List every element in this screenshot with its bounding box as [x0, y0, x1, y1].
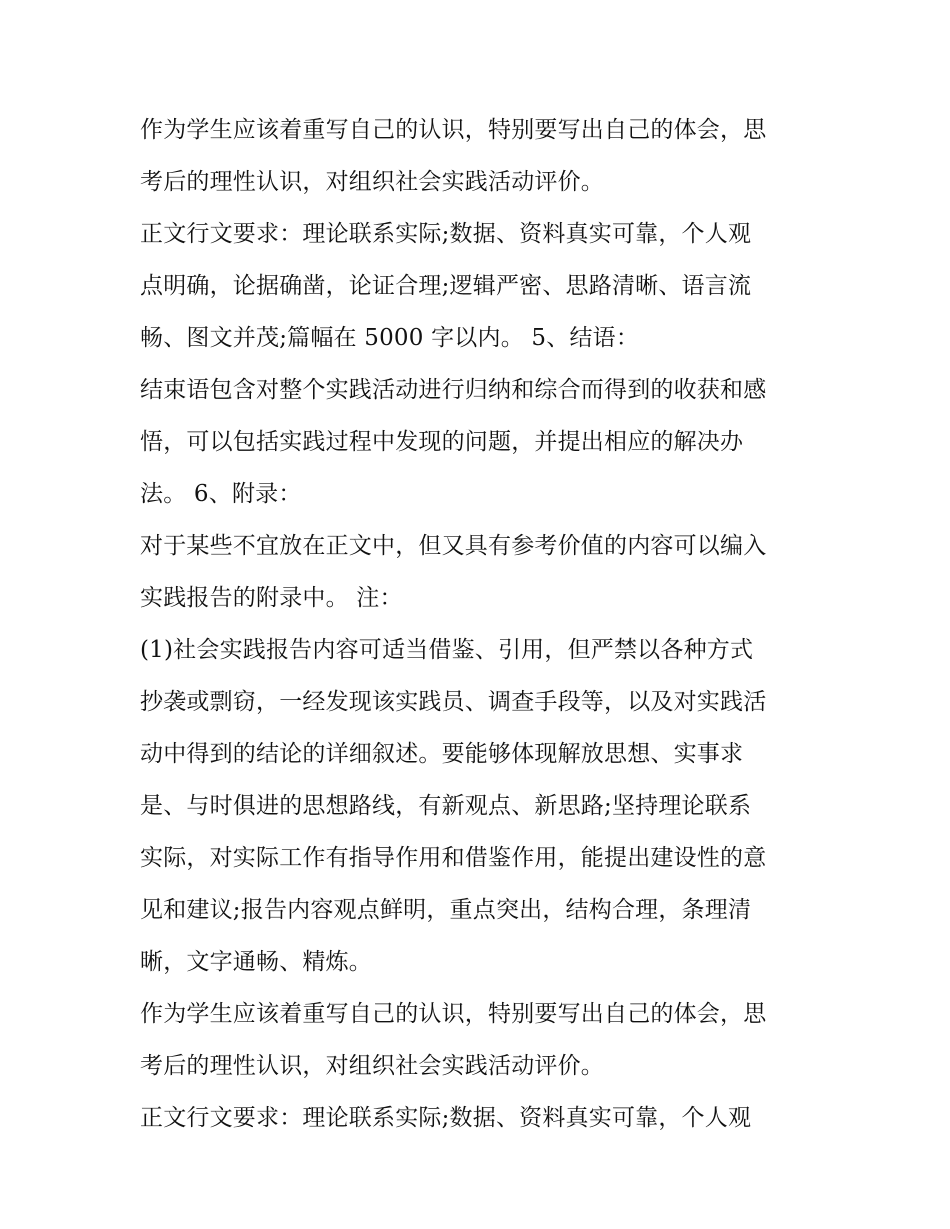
text-line: 正文行文要求：理论联系实际;数据、资料真实可靠，个人观: [140, 1105, 752, 1131]
text-line: 作为学生应该着重写自己的认识，特别要写出自己的体会，思: [140, 117, 767, 143]
text-line: 作为学生应该着重写自己的认识，特别要写出自己的体会，思: [140, 1001, 767, 1027]
text-line: 考后的理性认识，对组织社会实践活动评价。: [140, 1053, 604, 1079]
text-line: 抄袭或剽窃，一经发现该实践员、调查手段等，以及对实践活: [140, 689, 767, 715]
text-line: 悟，可以包括实践过程中发现的问题，并提出相应的解决办: [140, 429, 744, 455]
text-line: 畅、图文并茂;篇幅在 5000 字以内。 5、结语：: [140, 325, 640, 351]
text-line: 实践报告的附录中。 注：: [140, 585, 403, 611]
text-line: 动中得到的结论的详细叙述。要能够体现解放思想、实事求: [140, 741, 744, 767]
text-line: 点明确，论据确凿，论证合理;逻辑严密、思路清晰、语言流: [140, 273, 752, 299]
document-body: [140, 104, 820, 1144]
text-line: 正文行文要求：理论联系实际;数据、资料真实可靠，个人观: [140, 221, 752, 247]
text-line: 实际，对实际工作有指导作用和借鉴作用，能提出建设性的意: [140, 845, 767, 871]
text-line: 晰，文字通畅、精炼。: [140, 949, 372, 975]
text-line: 见和建议;报告内容观点鲜明，重点突出，结构合理，条理清: [140, 897, 752, 923]
text-line: (1)社会实践报告内容可适当借鉴、引用，但严禁以各种方式: [140, 637, 754, 663]
text-line: 结束语包含对整个实践活动进行归纳和综合而得到的收获和感: [140, 377, 767, 403]
text-line: 法。 6、附录：: [140, 481, 302, 507]
text-line: 对于某些不宜放在正文中，但又具有参考价值的内容可以编入: [140, 533, 767, 559]
text-line: 是、与时俱进的思想路线，有新观点、新思路;坚持理论联系: [140, 793, 752, 819]
text-line: 考后的理性认识，对组织社会实践活动评价。: [140, 169, 604, 195]
